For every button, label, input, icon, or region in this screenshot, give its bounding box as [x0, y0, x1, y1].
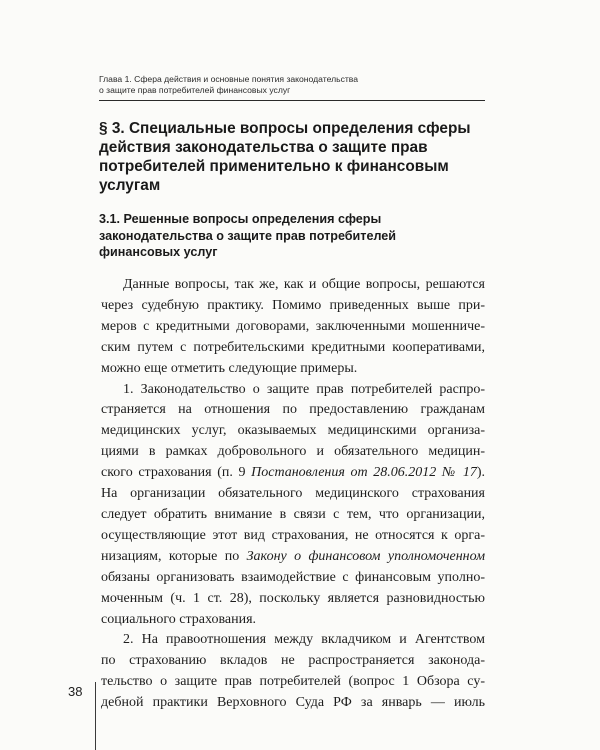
law-citation: Постановления от 28.06.2012 № 17 [251, 465, 477, 481]
text-line: дебной практики Верховного Суда РФ за январь — июль [101, 695, 485, 711]
section-title-line: услугам [99, 177, 161, 194]
text-line: можно еще отметить следующие примеры. [101, 360, 358, 376]
subsection-title-line: законодательства о защите прав потребителей [99, 228, 397, 243]
text-line: моченным (ч. 1 ст. 28), поскольку является разновидностью [101, 590, 485, 606]
body-text [101, 275, 485, 714]
text-line [101, 463, 485, 484]
paragraph-1 [101, 275, 485, 380]
text-line: На организации обязательного медицинского страхования [101, 486, 485, 502]
paragraph-2 [101, 380, 485, 631]
text-line: тельство о защите прав потребителей (вопрос 1 Обзора су- [101, 674, 485, 690]
text-run: низациям, которые по [101, 548, 247, 564]
text-line: 2. На правоотношения между вкладчиком и Агентством [123, 632, 485, 648]
text-line: циями в рамках добровольного и обязательного медицин- [101, 444, 485, 460]
text-line: социального страхования. [101, 611, 257, 627]
text-line: 1. Законодательство о защите прав потребителей распро- [123, 381, 485, 397]
section-title [99, 119, 489, 195]
text-line: медицинских услуг, оказываемых медицинскими организа- [101, 423, 485, 439]
text-line: меров с кредитными договорами, заключенными мошенниче- [101, 318, 485, 334]
law-citation: Закону о финансовом уполномоченном [246, 548, 486, 564]
section-title-line: потребителей применительно к финансовым [99, 158, 449, 175]
subsection-title-line: финансовых услуг [99, 245, 218, 259]
running-head [99, 74, 358, 96]
text-line [101, 547, 485, 568]
running-head-line: о защите прав потребителей финансовых услуг [99, 85, 291, 95]
text-line: осуществляющие этот вид страхования, не относятся к орга- [101, 527, 485, 543]
text-line: страняется на отношения по предоставлению гражданам [101, 402, 485, 418]
text-line: через судебную практику. Помимо приведенных выше при- [101, 297, 485, 313]
text-line: обязаны организовать взаимодействие с финансовым уполно- [101, 569, 485, 585]
subsection-title-line: 3.1. Решенные вопросы определения сферы [99, 212, 382, 226]
text-run: ). [476, 465, 485, 481]
section-title-line: действия законодательства о защите прав [99, 139, 428, 156]
margin-rule [95, 682, 96, 750]
page-number: 38 [68, 684, 83, 699]
running-head-line: Глава 1. Сфера действия и основные понятия законодательства [99, 74, 359, 84]
subsection-title [99, 211, 489, 261]
text-run: ского страхования (п. 9 [101, 465, 252, 481]
paragraph-3 [101, 630, 485, 714]
text-line: следует обратить внимание в связи с тем, что организации, [101, 506, 485, 522]
section-title-line: § 3. Специальные вопросы определения сферы [99, 120, 471, 137]
text-line: по страхованию вкладов не распространяется законода- [101, 653, 485, 669]
header-divider [99, 100, 485, 101]
text-line: ским путем с потребительскими кредитными кооперативами, [101, 339, 485, 355]
text-line: Данные вопросы, так же, как и общие вопросы, решаются [123, 277, 485, 292]
